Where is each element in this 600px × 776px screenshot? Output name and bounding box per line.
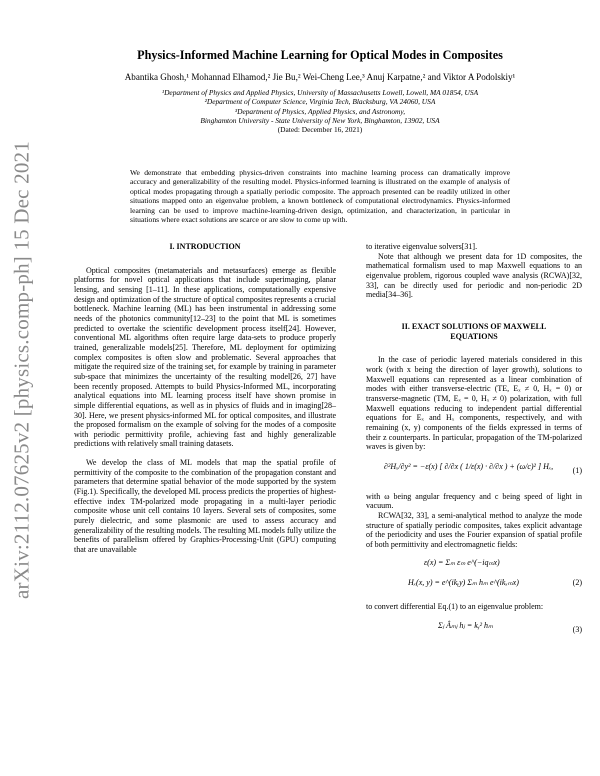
intro-paragraph-3: Note that although we present data for 1D composites, the mathematical formalism used to map Maxwell equations to an eigenvalue problem, rigorous coupled wave analysis (RCWA)[32, 33], can be directly used for periodic and non-periodic 2D media[34–36]. xyxy=(366,251,582,300)
left-column xyxy=(74,242,336,555)
intro-paragraph-2: We develop the class of ML models that map the spatial profile of permittivity of the composite to the combination of the propagation constant and parameters that determine spatial behavior of the mode supported by the system (Fig.1). Specifically, the developed ML process predicts the properties of highest-effective index TM-polarized mode propagating in a multi-layer periodic composite whose unit cell contains 10 layers. Several sets of composites, some purely dielectric, and some plasmonic are used to assess accuracy and generalizability of the resulting models. The resulting ML models fully utilize the benefits of parallelism offered by Graphics-Processing-Unit (GPU) computing that are unavailable xyxy=(74,458,336,555)
affiliation-3a: ³Department of Physics, Applied Physics, and Astronomy, xyxy=(234,106,406,116)
right-column xyxy=(366,242,582,649)
intro-continuation: to iterative eigenvalue solvers[31]. xyxy=(366,242,478,251)
abstract: We demonstrate that embedding physics-driven constraints into machine learning process can dramatically improve accuracy and generalizability of the resulting model. Physics-informed learning is illustrated on the example of analysis of optical modes propagating through a spatially periodic composite. The approach presented can be readily utilized in other situations mapped onto an eigenvalue problem, a known bottleneck of computational electrodynamics. Physics-informed learning can be used to improve machine-learning-driven design, optimization, and characterization, in particular in situations where exact solutions are scarce or are slow to come up with. xyxy=(130,168,510,225)
equation-2-number: (2) xyxy=(572,577,582,587)
equation-2 xyxy=(366,556,582,596)
equation-1 xyxy=(366,458,582,486)
equation-1-number: (1) xyxy=(572,465,582,475)
paper-title: Physics-Informed Machine Learning for Optical Modes in Composites xyxy=(137,48,503,62)
dated-line: (Dated: December 16, 2021) xyxy=(277,125,363,135)
affiliations xyxy=(60,88,580,134)
sec2-paragraph-4: to convert differential Eq.(1) to an eigenvalue problem: xyxy=(366,601,544,611)
sec2-paragraph-3: RCWA[32, 33], a semi-analytical method to analyze the mode structure of spatially periodic composites, takes explicit advantage of the periodicity and uses the Fourier expansion of spatial profile of both permittivity and electromagnetic fields: xyxy=(366,511,582,550)
intro-paragraph-1: Optical composites (metamaterials and metasurfaces) emerge as flexible platforms for novel optical applications that include superimaging, planar lensing, and sensing [1–11]. In these applications, computationally expensive design and optimization of the structure of optical composites represents a crucial bottleneck. Machine learning (ML) has been instrumental in addressing some needs of the photonics community[12–23] to the point that ML is sometimes predicted to overtake the scientific development process itself[24]. However, conventional ML algorithms often require large data-sets to produce properly trained, generalizable models[25]. Therefore, ML deployment for optimizing complex composites is often slow and problematic. Several approaches that mitigate the required size of the training set, for example by training in parameter sub-space that minimizes the uncertainty of the resulting model[26, 27] have been recently proposed. Attempts to build Physics-Informed ML, incorporating analytical equations into ML learning process itself have shown promise in simple differential equations, as well as in physics of fluids and in imaging[28–30]. Here, we present physics-informed ML for optical composites, and illustrate the proposed formalism on the example of solving for the modes of a composite with periodic permittivity profile, achieving fast and highly generalizable predictions with relatively small training datasets. xyxy=(74,265,336,449)
sec2-paragraph-2: with ω being angular frequency and c being speed of light in vacuum. xyxy=(366,491,582,511)
affiliation-3b: Binghamton University - State University of New York, Binghamton, 13902, USA xyxy=(200,115,440,125)
equation-3-body: Σⱼ Âₘⱼ hⱼ = kᵧ² hₘ xyxy=(438,621,493,631)
equation-2b-body: Hₓ(x, y) = e^(ikᵧy) Σₘ hₘ e^(ikₓₘx) xyxy=(408,577,519,587)
section-heading-exact-solutions-line1: II. EXACT SOLUTIONS OF MAXWELL xyxy=(401,321,547,331)
affiliation-2: ²Department of Computer Science, Virginia Tech, Blacksburg, VA 24060, USA xyxy=(204,97,436,107)
author-list: Abantika Ghosh,¹ Mohannad Elhamod,² Jie Bu,² Wei-Cheng Lee,³ Anuj Karpatne,² and Viktor A Podolskiy¹ xyxy=(124,72,516,82)
equation-1-body: ∂²Hₓ/∂y² = −ε(x) [ ∂/∂x ( 1/ε(x) · ∂/∂x ) + (ω/c)² ] Hₓ, xyxy=(384,461,554,471)
equation-2a-body: ε(x) = Σₘ εₘ e^(−iqₘx) xyxy=(424,557,500,567)
arxiv-identifier: arXiv:2112.07625v2 [physics.comp-ph] 15 Dec 2021 xyxy=(9,141,34,599)
affiliation-1: ¹Department of Physics and Applied Physics, University of Massachusetts Lowell, Lowell, MA 01854, USA xyxy=(161,88,479,97)
section-heading-exact-solutions-line2: EQUATIONS xyxy=(450,331,498,341)
equation-3-number: (3) xyxy=(572,625,582,635)
equation-3 xyxy=(366,617,582,643)
sec2-paragraph-1: In the case of periodic layered materials considered in this work (with x being the direction of layer growth), solutions to Maxwell equations can represented as a linear combination of modes with either transverse-electric (TE, Eₓ ≠ 0, Hₓ = 0) or transverse-magnetic (TM, Eₓ = 0, Hₓ ≠ 0) polarization, with full Maxwell equations reducing to independent partial differential equations for Eₓ and Hₓ components, respectively, and with remaining (x, y) components of the fields expressed in terms of their z counterparts. In particular, propagation of the TM-polarized waves is given by: xyxy=(366,355,582,452)
section-heading-introduction: I. INTRODUCTION xyxy=(169,242,241,251)
arxiv-identifier-sidebar xyxy=(2,141,42,599)
